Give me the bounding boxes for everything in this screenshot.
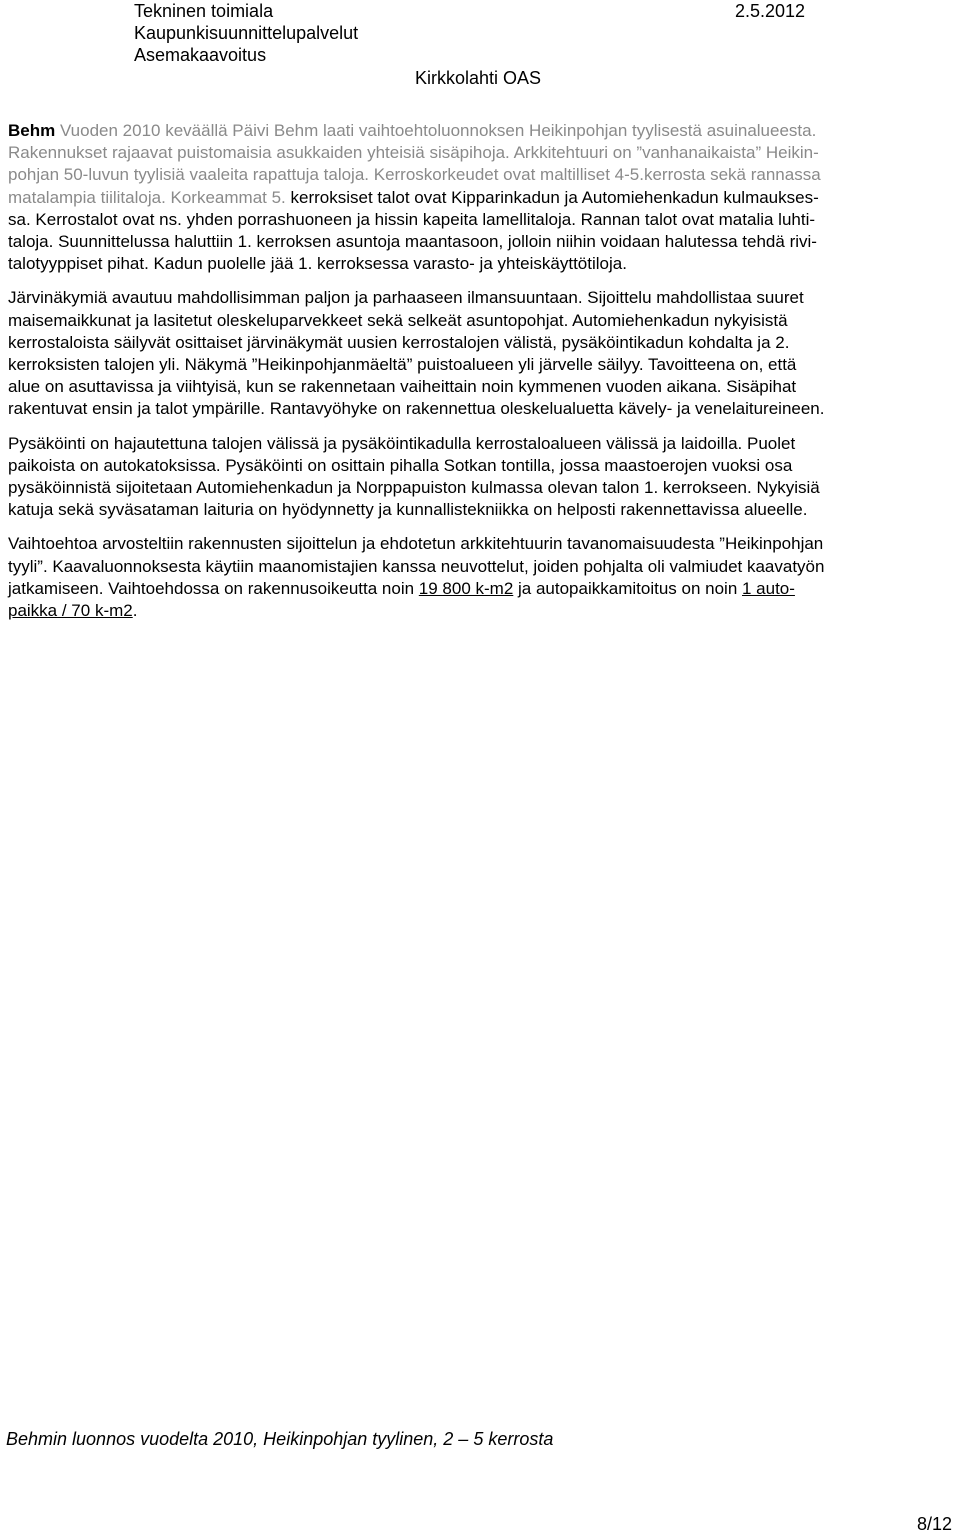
header-dept: Asemakaavoitus: [134, 45, 267, 65]
paragraph-parking: Pysäköinti on hajautettuna talojen välissä ja pysäköintikadulla kerrostaloalueen välissä ja laidoilla. Puolet paikoista on autokatoksissa. Pysäköinti on osittain pihalla Sotkan tontilla, jossa maastoerojen vuoksi osa pysäköinnistä sijoitetaan Automiehenkadun ja Norppapuiston kulmassa olevan talon 1. kerrokseen. Nykyisiä katuja sekä syväsataman laituria on hyödynnetty ja kunnallistekniikka on helposti rakennettavissa alueelle.: [8, 433, 820, 520]
paragraph-behm-description: [8, 120, 956, 275]
parking-ratio-value: 1 auto- paikka / 70 k-m2: [8, 578, 795, 621]
header-unit: Kaupunkisuunnittelupalvelut: [134, 23, 359, 43]
evaluation-text: Vaihtoehtoa arvosteltiin rakennusten sijoittelun ja ehdotetun arkkitehtuurin tavanomaisuudesta ”Heikinpohjan tyyli”. Kaavaluonnoksesta käytiin maanomistajien kanssa neuvottelut, joiden pohjalta oli valmiudet kaavatyön jatkamiseen. Vaihtoehdossa on rakennusoikeutta noin: [8, 534, 825, 598]
evaluation-text-3: .: [132, 601, 138, 621]
header-doc: Kirkkolahti OAS: [415, 68, 542, 88]
building-rights-value: 19 800 k-m2: [418, 578, 514, 598]
paragraph-views: Järvinäkymiä avautuu mahdollisimman paljon ja parhaaseen ilmansuuntaan. Sijoittelu mahdollistaa suuret maisemaikkunat ja lasitetut oleskeluparvekkeet sekä selkeät asuntopohjat. Automiehenkadun nykyisistä kerrostaloista säilyvät osittaiset järvinäkymät uusien kerrostalojen välistä, pysäköintikadun kohdalta ja 2. kerroksisten talojen yli. Näkymä ”Heikinpohjanmäeltä” puistoalueen yli järvelle säilyy. Tavoitteena on, että alue on asuttavissa ja viihtyisä, kun se rakennetaan vaiheittain noin kymmenen vuoden aikana. Sisäpihat rakentuvat ensin ja talot ympärille. Rantavyöhyke on rakennettua oleskelualuetta kävely- ja venelaitureineen.: [8, 288, 825, 419]
paragraph-lead-word: Behm: [8, 121, 56, 140]
page-number: 8/12: [916, 1514, 952, 1534]
figure-caption: Behmin luonnos vuodelta 2010, Heikinpohjan tyylinen, 2 – 5 kerrosta: [6, 1429, 554, 1449]
paragraph-evaluation: [8, 533, 956, 622]
header-date: 2.5.2012: [735, 1, 806, 21]
faded-text: Vuoden 2010 keväällä Päivi Behm laati vaihtoehtoluonnoksen Heikinpohjan tyylisestä asuinalueesta. Rakennukset rajaavat puistomaisia asukkaiden yhteisiä sisäpihoja. Arkkitehtuuri on ”vanhanaikaista” Heikin- pohjan 50-luvun tyylisiä vaaleita rapattuja taloja. Kerroskorkeudet ovat maltilliset 4-5.kerrosta sekä rannassa matalampia tiilitaloja. Korkeammat 5.: [8, 121, 821, 207]
evaluation-text-2: ja autopaikkamitoitus on noin: [513, 578, 742, 598]
document-body: [8, 120, 956, 622]
header-org: Tekninen toimiala: [134, 1, 274, 21]
paragraph-continuation: kerroksiset talot ovat Kipparinkadun ja Automiehenkadun kulmaukses- sa. Kerrostalot ovat ns. yhden porrashuoneen ja hissin kapeita lamellitaloja. Rannan talot ovat matalia luhti- taloja. Suunnittelussa haluttiin 1. kerroksen asuntoja maantasoon, jolloin niihin voidaan halutessa tehdä rivi- talotyyppiset pihat. Kadun puolelle jää 1. kerroksessa varasto- ja yhteiskäyttötiloja.: [8, 187, 819, 274]
